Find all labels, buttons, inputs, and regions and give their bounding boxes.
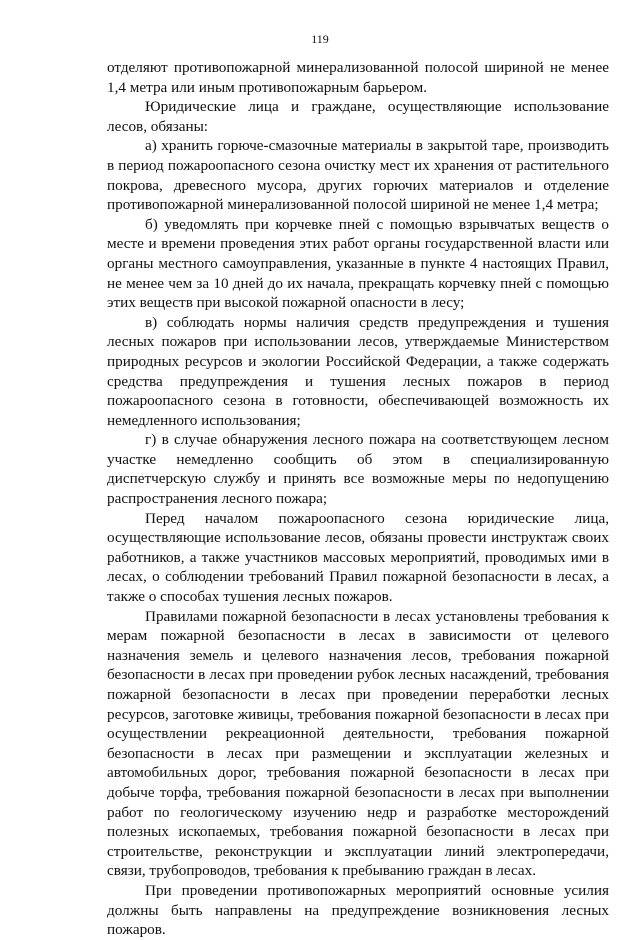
paragraph-requirements: Правилами пожарной безопасности в лесах установлены требования к мерам пожарной безопасности в лесах в зависимости от целевого назначения земель и целевого назначения лесов, требования пожарной безопасности в лесах при проведении рубок лесных насаждений, требования пожарной безопасности в лесах при проведении переработки лесных ресурсов, заготовке живицы, требования пожарной безопасности в лесах при осуществлении рекреационной деятельности, требования пожарной безопасности в лесах при размещении и эксплуатации железных и автомобильных дорог, требования пожарной безопасности в лесах при добыче торфа, требования пожарной безопасности в лесах при выполнении работ по геологическому изучению недр и разработке месторождений полезных ископаемых, требования пожарной безопасности в лесах при строительстве, реконструкции и эксплуатации линий электропередачи, связи, трубопроводов, требования к пребыванию граждан в лесах. [107,607,609,880]
paragraph-item-v: в) соблюдать нормы наличия средств предупреждения и тушения лесных пожаров при использовании лесов, утверждаемые Министерством природных ресурсов и экологии Российской Федерации, а также содержать средства предупреждения и тушения лесных пожаров в период пожароопасного сезона в готовности, обеспечивающей возможность их немедленного использования; [107,313,609,429]
document-body [107,58,609,940]
paragraph-item-b: б) уведомлять при корчевке пней с помощью взрывчатых веществ о месте и времени проведения этих работ органы государственной власти или органы местного самоуправления, указанные в пункте 4 настоящих Правил, не менее чем за 10 дней до их начала, прекращать корчевку пней с помощью этих веществ при высокой пожарной опасности в лесу; [107,215,609,312]
paragraph-continuation: отделяют противопожарной минерализованной полосой шириной не менее 1,4 метра или иным противопожарным барьером. [107,59,609,96]
page-number: 119 [311,32,329,46]
paragraph-item-a: а) хранить горюче-смазочные материалы в закрытой таре, производить в период пожароопасного сезона очистку мест их хранения от растительного покрова, древесного мусора, других горючих материалов и отделение противопожарной минерализованной полосой шириной не менее 1,4 метра; [107,137,609,214]
paragraph-prevention: При проведении противопожарных мероприятий основные усилия должны быть направлены на предупреждение возникновения лесных пожаров. [107,881,609,939]
paragraph-item-g: г) в случае обнаружения лесного пожара на соответствующем лесном участке немедленно сообщить об этом в специализированную диспетчерскую службу и принять все возможные меры по недопущению распространения лесного пожара; [107,431,609,508]
paragraph-obligations-intro: Юридические лица и граждане, осуществляющие использование лесов, обязаны: [107,98,609,135]
paragraph-briefing: Перед началом пожароопасного сезона юридические лица, осуществляющие использование лесов, обязаны провести инструктаж своих работников, а также участников массовых мероприятий, проводимых ими в лесах, о соблюдении требований Правил пожарной безопасности в лесах, а также о способах тушения лесных пожаров. [107,509,609,606]
